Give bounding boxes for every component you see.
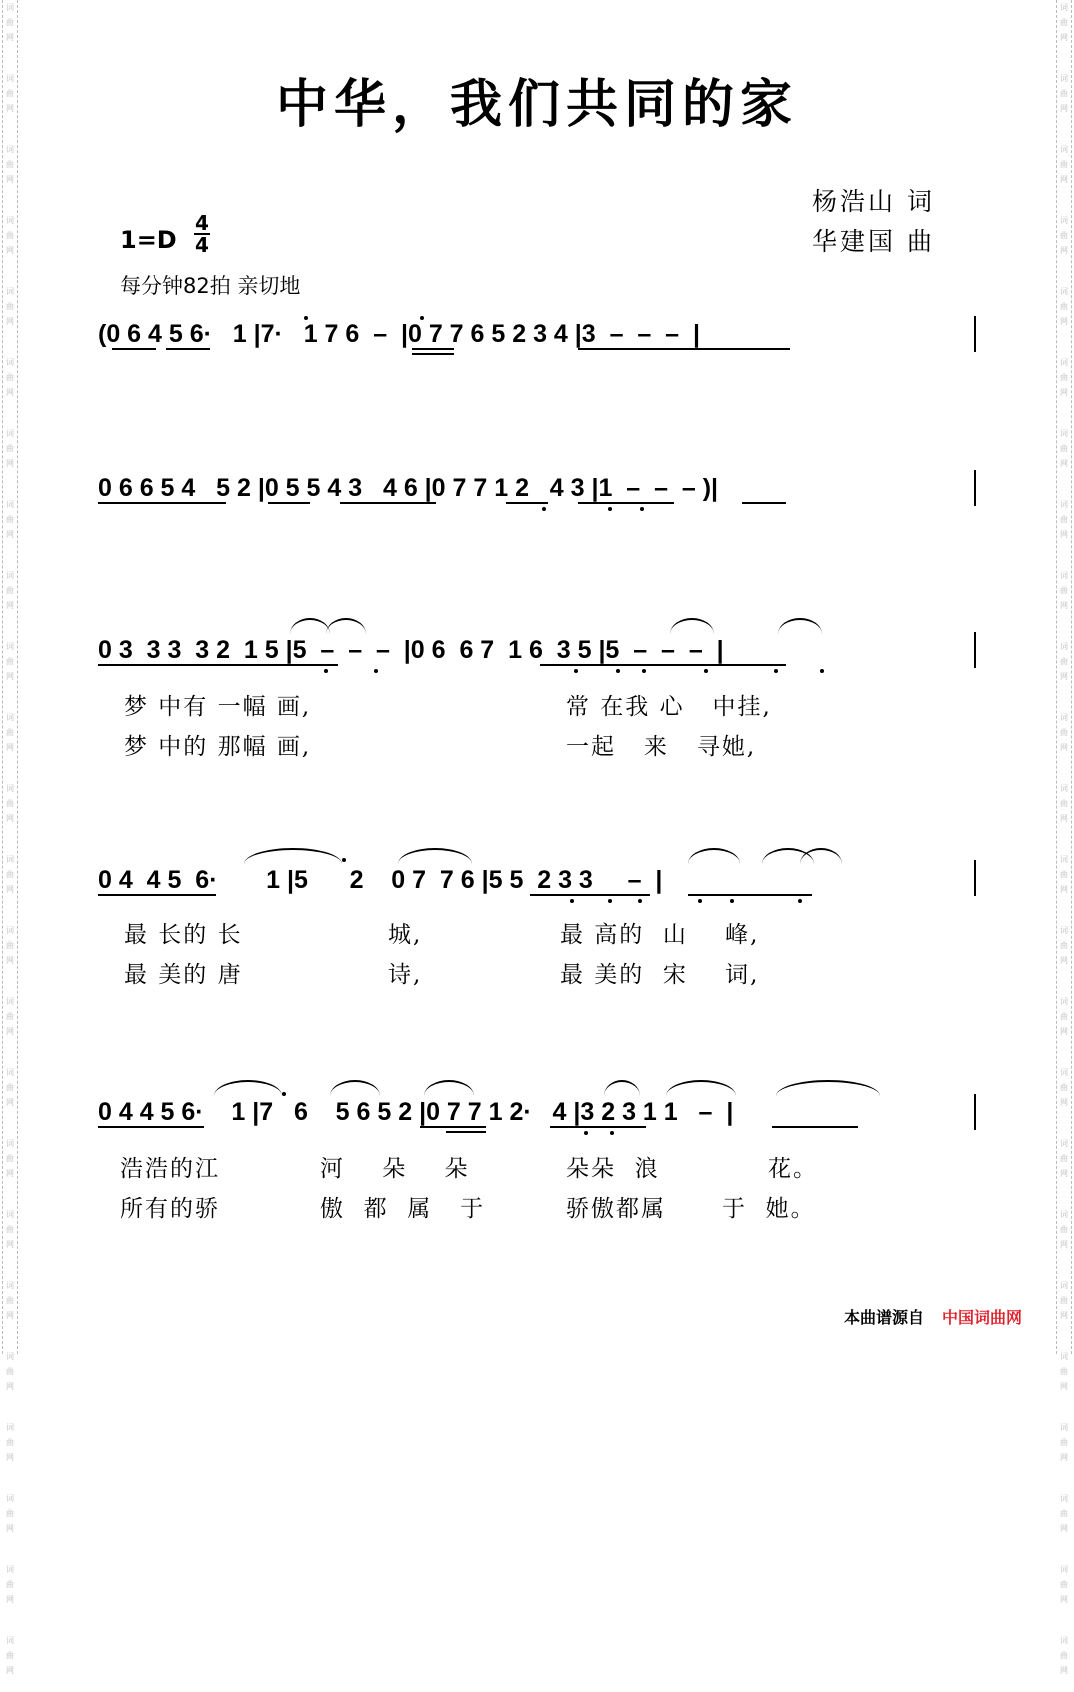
beam <box>340 502 436 504</box>
watermark-glyph: 曲 <box>1060 1438 1068 1447</box>
watermark-glyph: 曲 <box>6 89 14 98</box>
watermark-glyph: 词 <box>6 997 14 1006</box>
watermark-glyph: 曲 <box>6 1083 14 1092</box>
low-octave-dot <box>608 899 612 903</box>
slur <box>776 1080 880 1096</box>
watermark-gap <box>1057 968 1071 982</box>
watermark-glyph: 词 <box>1060 145 1068 154</box>
watermark-glyph: 曲 <box>6 373 14 382</box>
watermark-glyph: 曲 <box>6 1296 14 1305</box>
slur <box>244 848 342 864</box>
slur <box>290 618 330 634</box>
watermark-glyph: 词 <box>1060 784 1068 793</box>
watermark-glyph: 曲 <box>6 870 14 879</box>
watermark-glyph: 网 <box>6 1595 14 1604</box>
watermark-glyph: 词 <box>6 3 14 12</box>
watermark-glyph: 曲 <box>1060 586 1068 595</box>
watermark-glyph: 网 <box>1060 530 1068 539</box>
watermark-glyph: 网 <box>6 175 14 184</box>
watermark-glyph: 词 <box>1060 500 1068 509</box>
watermark-glyph: 曲 <box>6 1509 14 1518</box>
low-octave-dot <box>698 899 702 903</box>
watermark-glyph: 词 <box>6 855 14 864</box>
watermark-glyph: 词 <box>1060 855 1068 864</box>
watermark-glyph: 曲 <box>6 941 14 950</box>
watermark-glyph: 网 <box>6 1666 14 1675</box>
watermark-glyph: 网 <box>1060 743 1068 752</box>
low-octave-dot <box>374 669 378 673</box>
watermark-glyph: 曲 <box>6 1154 14 1163</box>
lyrics-row-5-verse1-b: 河 朵 朵 <box>320 1156 470 1182</box>
watermark-glyph: 网 <box>1060 1240 1068 1249</box>
song-title: 中华，我们共同的家 <box>275 74 798 135</box>
watermark-glyph: 词 <box>6 1565 14 1574</box>
tie <box>800 848 842 864</box>
watermark-glyph: 曲 <box>6 728 14 737</box>
watermark-gap <box>1057 400 1071 414</box>
beam <box>530 894 650 896</box>
slur <box>398 848 472 864</box>
watermark-glyph: 词 <box>6 287 14 296</box>
final-barline-row-5 <box>974 1094 976 1130</box>
watermark-glyph: 网 <box>1060 1027 1068 1036</box>
watermark-glyph: 网 <box>6 1169 14 1178</box>
watermark-glyph: 词 <box>1060 1636 1068 1645</box>
watermark-glyph: 曲 <box>1060 870 1068 879</box>
watermark-glyph: 网 <box>1060 1595 1068 1604</box>
beam <box>98 664 338 666</box>
watermark-glyph: 网 <box>6 459 14 468</box>
watermark-gap <box>1057 187 1071 201</box>
watermark-gap <box>1057 45 1071 59</box>
watermark-gap <box>1057 1607 1071 1621</box>
time-signature-top: 4 <box>195 211 209 235</box>
watermark-gap <box>1057 258 1071 272</box>
lyrics-row-4-verse2-a: 最 美的 唐 <box>124 962 243 988</box>
high-octave-dot <box>304 316 308 320</box>
tie <box>326 618 366 634</box>
watermark-glyph: 词 <box>6 1494 14 1503</box>
low-octave-dot <box>798 899 802 903</box>
watermark-glyph: 曲 <box>6 1225 14 1234</box>
watermark-gap <box>3 329 17 343</box>
watermark-glyph: 网 <box>1060 246 1068 255</box>
watermark-gap <box>3 613 17 627</box>
watermark-glyph: 曲 <box>1060 444 1068 453</box>
watermark-gap <box>3 1110 17 1124</box>
watermark-glyph: 曲 <box>1060 160 1068 169</box>
beam <box>98 894 216 896</box>
watermark-glyph: 曲 <box>6 515 14 524</box>
low-octave-dot <box>640 507 644 511</box>
low-octave-dot <box>730 899 734 903</box>
watermark-glyph: 词 <box>6 642 14 651</box>
watermark-glyph: 曲 <box>1060 1651 1068 1660</box>
watermark-glyph: 词 <box>1060 74 1068 83</box>
notation-row-3: 0 3 3 3 3 2 1 5 |5 – – – |0 6 6 7 1 6 3 5 |5 – – – | <box>98 636 724 664</box>
beam <box>166 348 210 350</box>
watermark-glyph: 网 <box>6 104 14 113</box>
time-signature-bottom: 4 <box>195 233 209 257</box>
watermark-glyph: 网 <box>1060 459 1068 468</box>
watermark-glyph: 曲 <box>6 231 14 240</box>
watermark-glyph: 曲 <box>6 444 14 453</box>
watermark-glyph: 网 <box>6 814 14 823</box>
low-octave-dot <box>584 1131 588 1135</box>
watermark-glyph: 网 <box>1060 1169 1068 1178</box>
lyrics-row-4-verse2-c: 最 美的 宋 词, <box>560 962 760 988</box>
watermark-glyph: 网 <box>6 1382 14 1391</box>
watermark-glyph: 曲 <box>6 1012 14 1021</box>
slur <box>666 1080 736 1096</box>
watermark-gap <box>1057 1323 1071 1337</box>
watermark-glyph: 曲 <box>6 302 14 311</box>
watermark-glyph: 曲 <box>1060 515 1068 524</box>
notation-row-2: 0 6 6 5 4 5 2 |0 5 5 4 3 4 6 |0 7 7 1 2 4 3 |1 – – – )| <box>98 474 719 502</box>
watermark-gap <box>1057 1536 1071 1550</box>
notation-row-1: (0 6 4 5 6· 1 |7· 1 7 6 – |0 7 7 6 5 2 3 4 |3 – – – | <box>98 320 700 348</box>
watermark-glyph: 词 <box>6 784 14 793</box>
watermark-gap <box>1057 1110 1071 1124</box>
watermark-glyph: 网 <box>6 1240 14 1249</box>
lyrics-row-3-verse1-a: 梦 中有 一幅 画, <box>124 694 312 720</box>
watermark-glyph: 词 <box>1060 1494 1068 1503</box>
watermark-glyph: 网 <box>6 1453 14 1462</box>
beam <box>98 502 226 504</box>
low-octave-dot <box>608 507 612 511</box>
watermark-glyph: 词 <box>1060 997 1068 1006</box>
final-barline-row-2 <box>974 470 976 506</box>
watermark-glyph: 网 <box>1060 1098 1068 1107</box>
watermark-glyph: 词 <box>1060 713 1068 722</box>
watermark-glyph: 曲 <box>1060 231 1068 240</box>
watermark-glyph: 曲 <box>1060 1154 1068 1163</box>
watermark-glyph: 曲 <box>1060 1083 1068 1092</box>
watermark-gap <box>1057 329 1071 343</box>
watermark-gap <box>3 1465 17 1479</box>
watermark-gap <box>1057 1039 1071 1053</box>
beam <box>420 1126 486 1128</box>
watermark-glyph: 词 <box>6 145 14 154</box>
watermark-glyph: 词 <box>1060 3 1068 12</box>
watermark-glyph: 网 <box>6 1027 14 1036</box>
lyrics-row-5-verse1-a: 浩浩的江 <box>120 1156 220 1182</box>
watermark-gap <box>1057 1678 1071 1692</box>
watermark-glyph: 曲 <box>1060 1225 1068 1234</box>
lyrics-row-5-verse2-a: 所有的骄 <box>120 1196 220 1222</box>
watermark-glyph: 曲 <box>1060 1580 1068 1589</box>
slur <box>330 1080 380 1096</box>
slur <box>604 1080 640 1096</box>
watermark-gap <box>1057 1252 1071 1266</box>
watermark-glyph: 曲 <box>1060 373 1068 382</box>
beam <box>98 1126 204 1128</box>
watermark-glyph: 词 <box>1060 1565 1068 1574</box>
watermark-glyph: 曲 <box>6 586 14 595</box>
watermark-gap <box>3 684 17 698</box>
watermark-glyph: 网 <box>6 246 14 255</box>
watermark-glyph: 曲 <box>1060 657 1068 666</box>
low-octave-dot <box>642 669 646 673</box>
watermark-gap <box>3 1394 17 1408</box>
source-footer <box>844 1305 1022 1328</box>
high-octave-dot <box>342 858 346 862</box>
watermark-gap <box>3 258 17 272</box>
watermark-gap <box>3 1252 17 1266</box>
time-signature <box>194 213 210 255</box>
beam <box>446 1131 486 1133</box>
watermark-glyph: 网 <box>6 33 14 42</box>
watermark-gap <box>1057 1394 1071 1408</box>
key-signature: 1=D <box>120 226 177 254</box>
high-octave-dot <box>282 1092 286 1096</box>
watermark-glyph: 词 <box>6 1281 14 1290</box>
watermark-glyph: 词 <box>1060 358 1068 367</box>
source-label: 本曲谱源自 <box>844 1308 925 1327</box>
watermark-glyph: 词 <box>1060 1068 1068 1077</box>
watermark-glyph: 词 <box>6 926 14 935</box>
watermark-glyph: 曲 <box>1060 18 1068 27</box>
watermark-glyph: 曲 <box>1060 89 1068 98</box>
watermark-glyph: 词 <box>1060 1423 1068 1432</box>
watermark-gap <box>3 1536 17 1550</box>
watermark-glyph: 词 <box>1060 216 1068 225</box>
lyrics-row-5-verse2-b: 傲 都 属 于 <box>320 1196 486 1222</box>
watermark-glyph: 网 <box>6 956 14 965</box>
lyrics-row-3-verse2-a: 梦 中的 那幅 画, <box>124 734 312 760</box>
right-watermark-strip <box>1056 0 1072 1675</box>
watermark-gap <box>3 1678 17 1692</box>
watermark-glyph: 曲 <box>6 1438 14 1447</box>
watermark-glyph: 曲 <box>1060 799 1068 808</box>
final-barline-row-1 <box>974 316 976 352</box>
watermark-glyph: 网 <box>6 601 14 610</box>
beam <box>112 348 156 350</box>
beam <box>688 894 812 896</box>
beam <box>412 348 454 350</box>
slur <box>688 848 740 864</box>
watermark-glyph: 词 <box>6 1139 14 1148</box>
lyrics-row-3-verse1-b: 常 在我 心 中挂, <box>566 694 772 720</box>
watermark-glyph: 词 <box>1060 429 1068 438</box>
watermark-glyph: 网 <box>1060 175 1068 184</box>
watermark-glyph: 网 <box>6 388 14 397</box>
watermark-glyph: 词 <box>6 1210 14 1219</box>
watermark-glyph: 词 <box>6 500 14 509</box>
notation-row-5: 0 4 4 5 6· 1 |7 6 5 6 5 2 |0 7 7 1 2· 4 |3 2 3 1 1 – | <box>98 1098 734 1126</box>
slur <box>670 618 714 634</box>
watermark-glyph: 网 <box>1060 104 1068 113</box>
watermark-gap <box>1057 1465 1071 1479</box>
watermark-glyph: 网 <box>1060 388 1068 397</box>
watermark-glyph: 词 <box>1060 1139 1068 1148</box>
left-watermark-strip <box>2 0 18 1675</box>
watermark-gap <box>3 1323 17 1337</box>
low-octave-dot <box>610 1131 614 1135</box>
watermark-gap <box>3 897 17 911</box>
watermark-glyph: 词 <box>1060 1281 1068 1290</box>
watermark-glyph: 曲 <box>6 160 14 169</box>
watermark-glyph: 曲 <box>6 1651 14 1660</box>
watermark-glyph: 词 <box>1060 287 1068 296</box>
watermark-glyph: 网 <box>6 1098 14 1107</box>
watermark-gap <box>3 187 17 201</box>
watermark-gap <box>3 45 17 59</box>
beam <box>412 353 454 355</box>
watermark-glyph: 网 <box>1060 672 1068 681</box>
beam <box>268 502 310 504</box>
watermark-glyph: 曲 <box>1060 1012 1068 1021</box>
slur <box>424 1080 474 1096</box>
watermark-glyph: 网 <box>1060 1382 1068 1391</box>
watermark-glyph: 词 <box>6 571 14 580</box>
watermark-glyph: 网 <box>1060 1524 1068 1533</box>
watermark-glyph: 网 <box>6 743 14 752</box>
watermark-gap <box>3 542 17 556</box>
low-octave-dot <box>704 669 708 673</box>
lyrics-row-5-verse1-d: 花。 <box>768 1156 818 1182</box>
watermark-glyph: 曲 <box>6 18 14 27</box>
final-barline-row-4 <box>974 860 976 896</box>
watermark-glyph: 词 <box>6 713 14 722</box>
watermark-glyph: 网 <box>6 885 14 894</box>
watermark-glyph: 曲 <box>6 657 14 666</box>
tempo-marking: 每分钟82拍 亲切地 <box>120 274 301 298</box>
watermark-glyph: 词 <box>6 1423 14 1432</box>
lyricist-credit: 杨浩山 词 <box>812 187 935 216</box>
slur <box>214 1080 282 1096</box>
watermark-glyph: 词 <box>6 1636 14 1645</box>
low-octave-dot <box>570 899 574 903</box>
watermark-glyph: 曲 <box>1060 1296 1068 1305</box>
lyrics-row-4-verse1-c: 最 高的 山 峰, <box>560 922 760 948</box>
watermark-glyph: 词 <box>1060 926 1068 935</box>
watermark-glyph: 曲 <box>1060 941 1068 950</box>
watermark-gap <box>1057 1181 1071 1195</box>
watermark-glyph: 词 <box>6 216 14 225</box>
watermark-glyph: 网 <box>1060 317 1068 326</box>
watermark-gap <box>3 826 17 840</box>
watermark-glyph: 网 <box>1060 885 1068 894</box>
beam <box>550 1126 646 1128</box>
watermark-glyph: 网 <box>1060 1311 1068 1320</box>
watermark-gap <box>3 471 17 485</box>
watermark-glyph: 网 <box>6 672 14 681</box>
watermark-gap <box>3 755 17 769</box>
watermark-glyph: 曲 <box>1060 1509 1068 1518</box>
lyrics-row-4-verse1-b: 城, <box>388 922 423 948</box>
watermark-glyph: 曲 <box>6 1580 14 1589</box>
watermark-glyph: 网 <box>6 530 14 539</box>
low-octave-dot <box>542 507 546 511</box>
lyrics-row-5-verse2-d: 于 她。 <box>722 1196 816 1222</box>
watermark-glyph: 曲 <box>6 1367 14 1376</box>
watermark-glyph: 词 <box>6 1068 14 1077</box>
lyrics-row-3-verse2-b: 一起 来 寻她, <box>566 734 757 760</box>
watermark-glyph: 网 <box>6 317 14 326</box>
watermark-glyph: 词 <box>1060 1210 1068 1219</box>
watermark-glyph: 曲 <box>1060 1367 1068 1376</box>
watermark-glyph: 网 <box>1060 814 1068 823</box>
watermark-glyph: 词 <box>6 429 14 438</box>
lyrics-row-4-verse2-b: 诗, <box>388 962 423 988</box>
beam <box>742 502 786 504</box>
beam <box>540 664 786 666</box>
watermark-gap <box>1057 684 1071 698</box>
watermark-glyph: 曲 <box>1060 302 1068 311</box>
low-octave-dot <box>820 669 824 673</box>
watermark-glyph: 词 <box>6 1352 14 1361</box>
notation-row-4: 0 4 4 5 6· 1 |5 2 0 7 7 6 |5 5 2 3 3 – | <box>98 866 663 894</box>
low-octave-dot <box>324 669 328 673</box>
watermark-glyph: 网 <box>6 1524 14 1533</box>
watermark-gap <box>3 1607 17 1621</box>
watermark-gap <box>1057 471 1071 485</box>
low-octave-dot <box>574 669 578 673</box>
watermark-glyph: 网 <box>1060 601 1068 610</box>
watermark-glyph: 词 <box>1060 1352 1068 1361</box>
high-octave-dot <box>420 316 424 320</box>
watermark-glyph: 网 <box>1060 33 1068 42</box>
watermark-glyph: 词 <box>1060 642 1068 651</box>
lyrics-row-4-verse1-a: 最 长的 长 <box>124 922 243 948</box>
watermark-gap <box>3 400 17 414</box>
watermark-gap <box>3 1181 17 1195</box>
watermark-glyph: 网 <box>6 1311 14 1320</box>
watermark-glyph: 词 <box>1060 571 1068 580</box>
lyrics-row-5-verse1-c: 朵朵 浪 <box>566 1156 660 1182</box>
watermark-glyph: 词 <box>6 358 14 367</box>
watermark-gap <box>1057 897 1071 911</box>
watermark-gap <box>1057 826 1071 840</box>
beam <box>772 1126 858 1128</box>
tie <box>778 618 822 634</box>
low-octave-dot <box>774 669 778 673</box>
watermark-glyph: 曲 <box>6 799 14 808</box>
watermark-glyph: 网 <box>1060 956 1068 965</box>
final-barline-row-3 <box>974 632 976 668</box>
watermark-gap <box>1057 613 1071 627</box>
low-octave-dot <box>638 899 642 903</box>
beam <box>578 502 674 504</box>
beam <box>578 348 790 350</box>
site-name-link[interactable]: 中国词曲网 <box>942 1308 1023 1327</box>
watermark-glyph: 词 <box>6 74 14 83</box>
watermark-glyph: 曲 <box>1060 728 1068 737</box>
composer-credit: 华建国 曲 <box>812 227 935 256</box>
watermark-gap <box>1057 755 1071 769</box>
lyrics-row-5-verse2-c: 骄傲都属 <box>566 1196 666 1222</box>
watermark-gap <box>3 1039 17 1053</box>
watermark-glyph: 网 <box>1060 1666 1068 1675</box>
low-octave-dot <box>616 669 620 673</box>
watermark-gap <box>3 968 17 982</box>
beam <box>506 502 548 504</box>
watermark-gap <box>1057 542 1071 556</box>
watermark-glyph: 网 <box>1060 1453 1068 1462</box>
